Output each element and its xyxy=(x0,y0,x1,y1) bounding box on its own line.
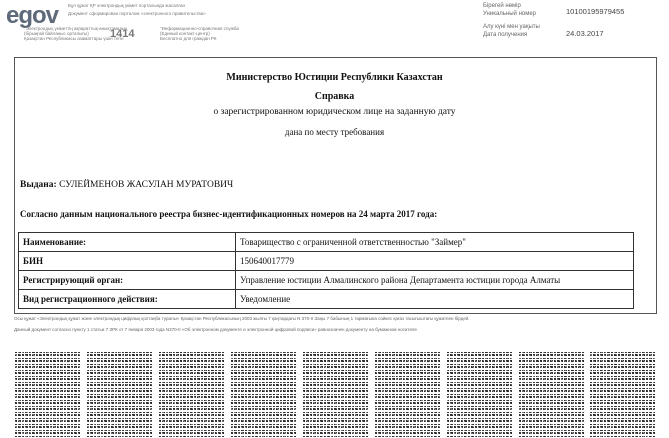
issued-label: Выдана: xyxy=(20,180,57,190)
company-info-table xyxy=(18,232,634,309)
signature-barcode xyxy=(158,352,224,438)
table-row xyxy=(19,290,634,309)
header-left-line: Документ сформирован порталом «электронного правительства» xyxy=(68,11,206,16)
signature-barcode xyxy=(230,352,296,438)
header-left-line: Бұл құжат ҚР электрондық үкімет порталында жасалған xyxy=(68,3,185,8)
table-row xyxy=(19,252,634,271)
signature-barcode xyxy=(14,352,80,438)
header-right-label: Дата получения xyxy=(483,32,528,38)
signature-barcode xyxy=(589,352,655,438)
table-row xyxy=(19,233,634,252)
footer-legal-kz: Осы құжат «Электрондық құжат және электрондық цифрлық қолтаңба туралы» Қазақстан Республикасының 2003 жылғы 7 қаңтардағы N 370-II Заңы 7 бабының 1 тармағына сәйкес қағаз тасығыштағы құжатпен бірдей xyxy=(14,316,469,321)
header-right-label: Уникальный номер xyxy=(483,11,537,17)
row-value: 150640017779 xyxy=(236,252,634,271)
egov-logo: egov xyxy=(6,2,59,29)
issued-name: СУЛЕЙМЕНОВ ЖАСУЛАН МУРАТОВИЧ xyxy=(59,180,234,190)
signature-barcode xyxy=(374,352,440,438)
contact-center-number: 1414 xyxy=(110,28,135,40)
row-value: Товарищество с ограниченной ответственностью "Займер" xyxy=(236,233,634,252)
signature-barcode xyxy=(446,352,512,438)
row-value: Управление юстиции Алмалинского района Департамента юстиции города Алматы xyxy=(236,271,634,290)
registry-basis: Согласно данным национального реестра бизнес-идентификационных номеров на 24 марта 2017 года: xyxy=(20,209,438,219)
row-key: БИН xyxy=(19,252,236,271)
header-left-line: (бірыңғай байланыс орталығы) xyxy=(24,31,89,36)
table-row xyxy=(19,271,634,290)
header-left-line: "Электрондық үкіметтің ақпараттық-анықтамалық xyxy=(24,26,128,31)
header-right-label: Бірегей нөмір xyxy=(483,3,521,9)
footer-legal-ru: Данный документ согласно пункту 1 статьи 7 ЗРК от 7 января 2003 года N370-II «Об электронном документе и электронной цифровой подписи» равнозначен документу на бумажном носителе xyxy=(14,327,417,332)
signature-barcode xyxy=(518,352,584,438)
header-mid-line: Бесплатно для граждан РК xyxy=(160,36,217,41)
receipt-date: 24.03.2017 xyxy=(566,29,604,38)
signature-barcode xyxy=(302,352,368,438)
header-left-line: Қазақстан Республикасы азаматтары үшін тегін xyxy=(24,36,124,41)
certificate-subtitle: о зарегистрированном юридическом лице на заданную дату xyxy=(213,107,456,117)
egov-header xyxy=(0,0,669,46)
header-right-label: Алу күні мен уақыты xyxy=(483,24,540,30)
row-key: Регистрирующий орган: xyxy=(19,271,236,290)
header-mid-line: (Единый контакт-центр) xyxy=(160,31,210,36)
row-value: Уведомление xyxy=(236,290,634,309)
row-key: Вид регистрационного действия: xyxy=(19,290,236,309)
header-mid-line: "Информационно-справочная служба xyxy=(160,26,239,31)
signature-barcode xyxy=(86,352,152,438)
row-key: Наименование: xyxy=(19,233,236,252)
ministry-name: Министерство Юстиции Республики Казахстан xyxy=(226,72,443,83)
signature-barcodes xyxy=(14,352,655,438)
unique-number: 10100195979455 xyxy=(566,7,625,16)
certificate-title: Справка xyxy=(314,91,355,102)
issued-to xyxy=(20,180,233,190)
certificate-place: дана по месту требования xyxy=(284,127,385,137)
